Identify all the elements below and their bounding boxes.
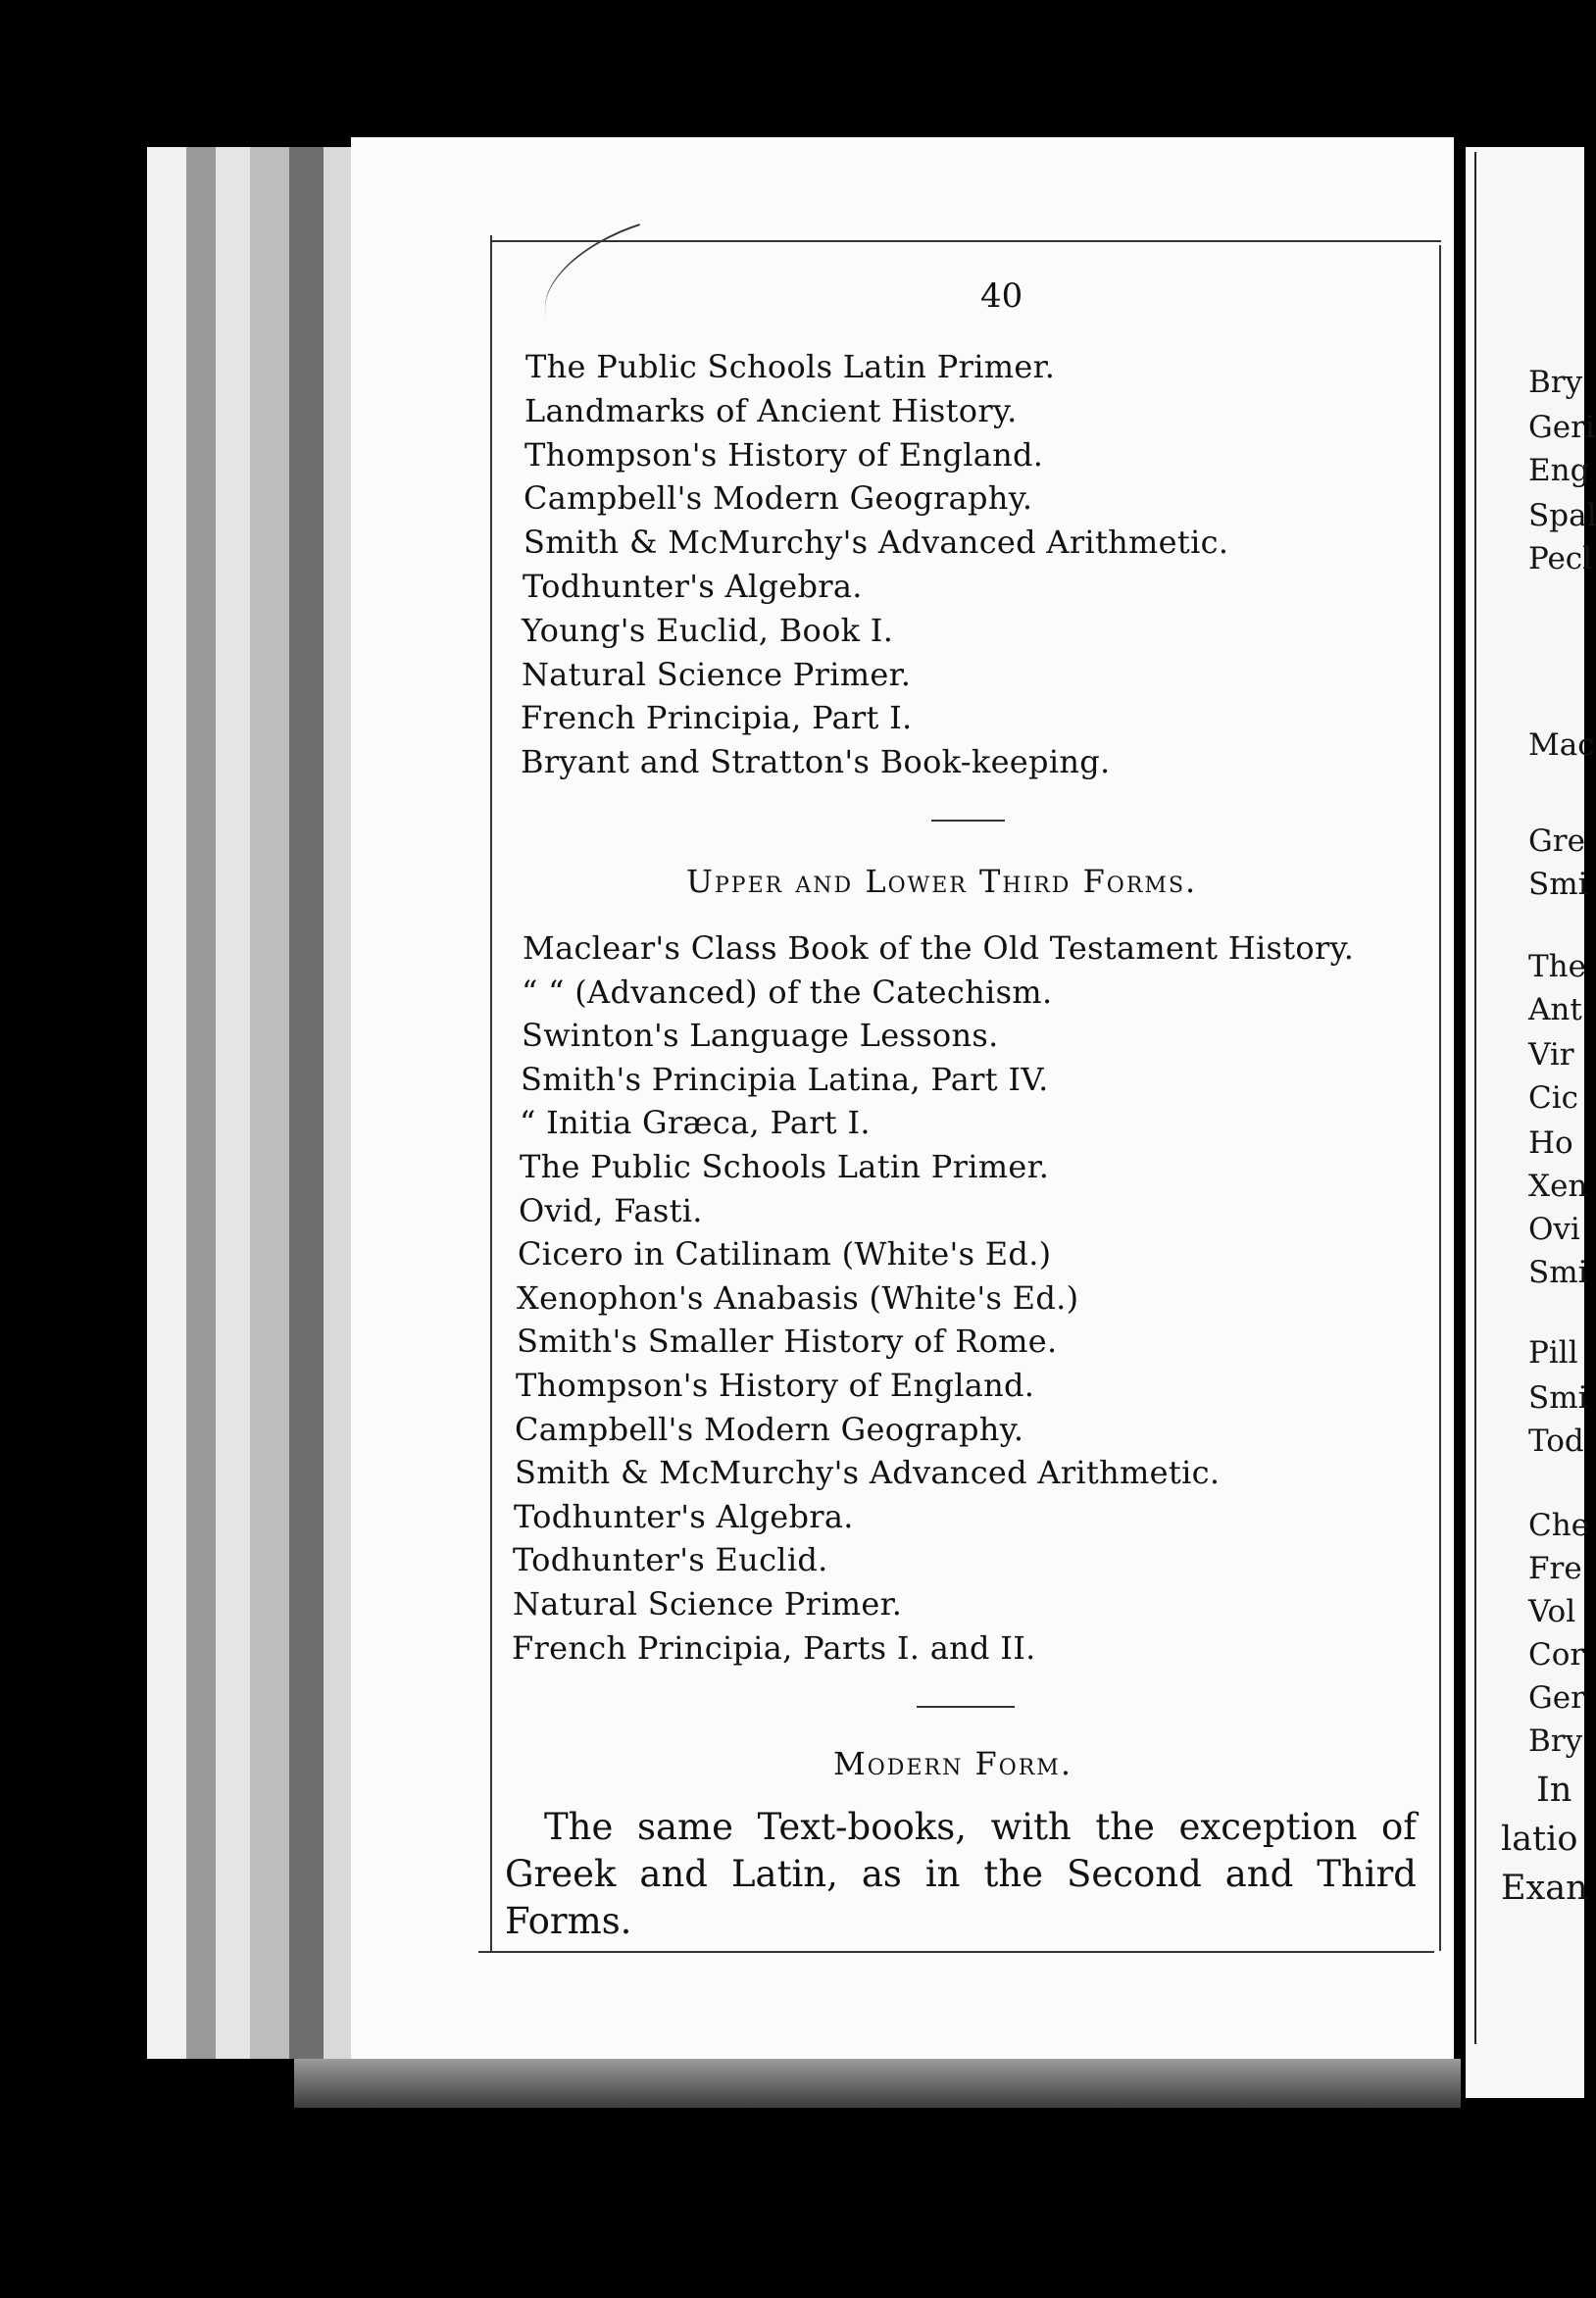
- book-title-line: Todhunter's Algebra.: [523, 568, 863, 605]
- right-page-fragment: Eng: [1528, 453, 1590, 488]
- book-title-line: Natural Science Primer.: [513, 1585, 903, 1623]
- book-title-line: Todhunter's Euclid.: [513, 1541, 828, 1579]
- book-title-line: French Principia, Part I.: [521, 699, 913, 737]
- right-page-fragment: Ger: [1528, 1680, 1585, 1716]
- book-title-line: Maclear's Class Book of the Old Testament History.: [523, 929, 1355, 967]
- right-page-fragment: Geri: [1528, 410, 1595, 445]
- page-frame-left: [490, 235, 492, 1951]
- book-edge: [324, 147, 351, 2059]
- right-page-fragment: Mac: [1528, 727, 1595, 763]
- page-number: 40: [980, 276, 1023, 316]
- right-page-fragment: Smi: [1528, 1255, 1588, 1290]
- right-page-fragment: Pecl: [1528, 541, 1593, 576]
- book-edge: [186, 147, 216, 2059]
- right-page-fragment: Che: [1528, 1508, 1590, 1543]
- page-bottom-shadow: [294, 2059, 1461, 2108]
- right-page-fragment: Gre: [1528, 824, 1585, 859]
- section-divider: [917, 1706, 1015, 1708]
- right-page-fragment: Ant: [1528, 992, 1582, 1027]
- right-page-fragment: Cic: [1528, 1080, 1578, 1116]
- book-title-line: The Public Schools Latin Primer.: [520, 1148, 1050, 1185]
- book-title-line: The Public Schools Latin Primer.: [525, 348, 1056, 385]
- book-edge: [147, 147, 186, 2059]
- section-divider: [931, 820, 1005, 822]
- book-title-line: Thompson's History of England.: [524, 435, 1044, 474]
- right-page-fragment: Ovi: [1528, 1212, 1580, 1247]
- left-page: [351, 137, 1454, 2088]
- right-page-fragment: Ho: [1528, 1125, 1573, 1161]
- book-title-line: Smith's Principia Latina, Part IV.: [521, 1060, 1049, 1098]
- book-title-line: Smith & McMurchy's Advanced Arithmetic.: [524, 524, 1229, 562]
- book-edge: [216, 147, 250, 2059]
- book-title-line: French Principia, Parts I. and II.: [512, 1628, 1036, 1667]
- book-title-line: Bryant and Stratton's Book-keeping.: [521, 743, 1111, 781]
- book-title-line: Landmarks of Ancient History.: [524, 391, 1018, 429]
- modern-form-text: The same Text-books, with the exception of Greek and Latin, as in the Second and Third Forms.: [505, 1806, 1417, 1942]
- right-page-fragment: In: [1536, 1771, 1572, 1810]
- right-page-fragment: Spal: [1528, 498, 1596, 533]
- book-title-line: “ “ (Advanced) of the Catechism.: [522, 973, 1053, 1011]
- book-edge: [250, 147, 289, 2059]
- right-page-sliver: [1466, 147, 1596, 2098]
- book-title-line: Todhunter's Algebra.: [514, 1497, 854, 1535]
- right-page-fragment: Vol: [1528, 1594, 1576, 1629]
- book-title-line: Thompson's History of England.: [516, 1367, 1035, 1404]
- book-title-line: Xenophon's Anabasis (White's Ed.): [517, 1278, 1079, 1317]
- book-title-line: Smith's Smaller History of Rome.: [517, 1323, 1058, 1361]
- right-page-fragment: Tod: [1528, 1424, 1584, 1459]
- right-page-fragment: The: [1528, 949, 1586, 984]
- right-page-fragment: Pill: [1528, 1335, 1578, 1371]
- page-frame-bottom: [478, 1951, 1434, 1953]
- right-page-fragment: Smi: [1528, 1380, 1588, 1416]
- right-page-fragment: Xen: [1528, 1169, 1588, 1204]
- right-page-fragment: Vir: [1528, 1037, 1574, 1073]
- book-title-line: Young's Euclid, Book I.: [522, 611, 894, 649]
- page-frame-right: [1439, 245, 1441, 1951]
- book-title-line: Ovid, Fasti.: [519, 1191, 703, 1229]
- book-title-line: Cicero in Catilinam (White's Ed.): [518, 1235, 1052, 1274]
- heading-third-forms: Upper and Lower Third Forms.: [686, 863, 1198, 900]
- right-page-fragment: Smi: [1528, 867, 1588, 902]
- right-page-fragment: Exan: [1501, 1869, 1588, 1908]
- book-title-line: Swinton's Language Lessons.: [522, 1017, 999, 1055]
- book-edge: [289, 147, 324, 2059]
- right-page-gutter-line: [1474, 152, 1476, 2044]
- right-page-fragment: latio: [1501, 1820, 1578, 1859]
- right-page-fragment: Bry: [1528, 1724, 1583, 1759]
- right-page-fragment: Bry: [1528, 365, 1583, 400]
- book-title-line: Smith & McMurchy's Advanced Arithmetic.: [515, 1454, 1221, 1492]
- heading-modern-form: Modern Form.: [833, 1745, 1072, 1782]
- right-page-fragment: Fre: [1528, 1551, 1582, 1586]
- book-title-line: Campbell's Modern Geography.: [515, 1410, 1024, 1448]
- book-title-line: Natural Science Primer.: [522, 655, 912, 693]
- right-page-fragment: Cor: [1528, 1637, 1585, 1673]
- book-title-line: “ Initia Græca, Part I.: [520, 1104, 871, 1142]
- book-title-line: Campbell's Modern Geography.: [524, 479, 1033, 518]
